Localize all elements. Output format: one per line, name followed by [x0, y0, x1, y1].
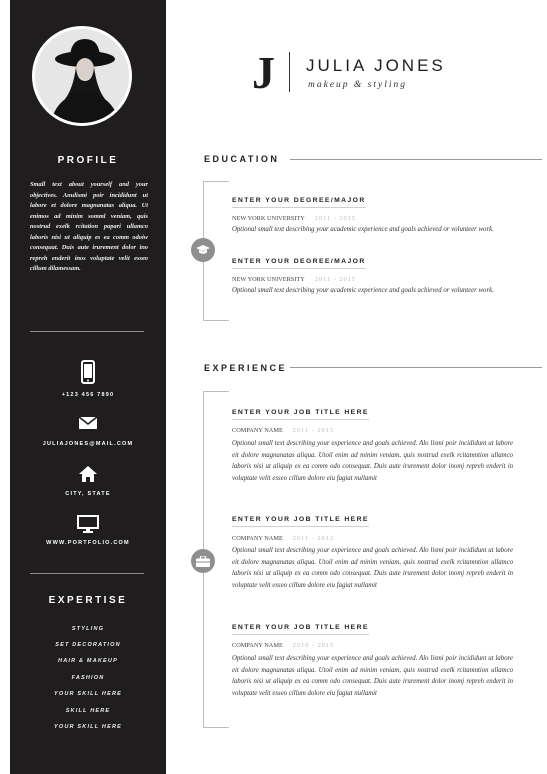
company-name: COMPANY NAME [232, 535, 283, 542]
monogram: J [252, 47, 275, 98]
skill-item: FASHION [71, 675, 105, 681]
company-meta [232, 535, 334, 542]
job-description: Optional small text describing your experience and goals achieved. Alo lismi poir incididunt ut labore eit dolore magnanatas aliqua. Utoil enim ad minim veniam, quis nostrud exelk rcitamntion ullamco laboris nisi ut aliquip ex ea comm odo consequat. Duis aute irurement dolor inomj repreh enderit in voluptate velit esseo cillum dolore eiu fagiat nullamit [232, 440, 513, 483]
school-name: NEW YORK UNIVERSITY [232, 215, 305, 222]
tagline: makeup & styling [308, 80, 408, 90]
job-title: ENTER YOUR JOB TITLE HERE [232, 516, 369, 527]
person-name: JULIA JONES [306, 56, 446, 75]
sidebar [10, 0, 166, 774]
monitor-icon [10, 515, 166, 533]
school-meta [232, 215, 356, 222]
skill-item: STYLING [71, 626, 105, 632]
company-meta [232, 427, 334, 434]
education-heading: EDUCATION [204, 154, 280, 164]
skill-item: YOUR SKILL HERE [53, 691, 122, 697]
company-name: COMPANY NAME [232, 642, 283, 649]
expertise-heading: EXPERTISE [48, 595, 128, 606]
job-description: Optional small text describing your experience and goals achieved. Alo lismi poir incididunt ut labore eit dolore magnanatas aliqua. Utoil enim ad minim veniam, quis nostrud exelk rcitamntion ullamco laboris nisi ut aliquip ex ea comm odo consequat. Duis aute irurement dolor inomj repreh enderit in voluptate velit esseo cillum dolore eiu fagiat nullamit [232, 655, 513, 698]
profile-photo [32, 26, 132, 126]
job-years: 2011 - 2015 [292, 427, 334, 434]
skill-item: SET DECORATION [55, 642, 121, 648]
job-years: 2011 - 2012 [292, 535, 334, 542]
school-meta [232, 276, 356, 283]
email-text: JULIAJONES@MAIL.COM [42, 441, 134, 447]
website-text: WWW.PORTFOLIO.COM [46, 540, 130, 546]
skill-item: SKILL HERE [65, 708, 111, 714]
header-divider [289, 52, 290, 92]
company-meta [232, 642, 334, 649]
experience-heading: EXPERIENCE [204, 363, 288, 373]
section-rule [290, 367, 542, 368]
briefcase-icon [191, 549, 215, 573]
profile-heading: PROFILE [57, 155, 119, 166]
portrait-image [35, 29, 132, 126]
phone-text: +123 456 7890 [61, 392, 115, 398]
phone-icon [10, 360, 166, 384]
divider [30, 573, 144, 574]
job-title: ENTER YOUR JOB TITLE HERE [232, 624, 369, 635]
location-text: CITY, STATE [65, 491, 111, 497]
job-years: 2010 - 2015 [292, 642, 335, 649]
skill-item: YOUR SKILL HERE [53, 724, 122, 730]
degree-description: Optional small text describing your academic experience and goals achieved or volunteer work. [232, 226, 494, 233]
job-title: ENTER YOUR JOB TITLE HERE [232, 409, 369, 420]
degree-description: Optional small text describing your academic experience and goals achieved or volunteer work. [232, 287, 494, 294]
job-description: Optional small text describing your experience and goals achieved. Alo lismi poir incididunt ut labore eit dolore magnanatas aliqua. Utoil enim ad minim veniam, quis nostrud exelk rcitamntion ullamco laboris nisi ut aliquip ex ea comm odo consequat. Duis aute irurement dolor inomj repreh enderit in voluptate velit esseo cillum dolore eiu fagiat nullamit [232, 547, 513, 590]
degree-title: ENTER YOUR DEGREE/MAJOR [232, 258, 366, 269]
skill-item: HAIR & MAKEUP [58, 658, 118, 664]
graduation-cap-icon [191, 238, 215, 262]
school-years: 2011 - 2015 [314, 276, 356, 283]
company-name: COMPANY NAME [232, 427, 283, 434]
divider [30, 331, 144, 332]
home-icon [10, 465, 166, 483]
profile-text: Small text about yourself and your objectives. Anulismi poir incididunt ut labore et dolore magnanatas aliqua. Ut enimos ad minim somml veniam, quis nostrud exelk rcitation papari ullamco laboris nisi ut aliquip es ea comm odoiw consequat. Duis aute irurement dolor ino repreh enderit inos voluptate velit esseo cillum dilamessam. [30, 181, 148, 272]
degree-title: ENTER YOUR DEGREE/MAJOR [232, 197, 366, 208]
school-name: NEW YORK UNIVERSITY [232, 276, 305, 283]
school-years: 2011 - 2015 [314, 215, 356, 222]
envelope-icon [10, 416, 166, 430]
section-rule [290, 159, 542, 160]
